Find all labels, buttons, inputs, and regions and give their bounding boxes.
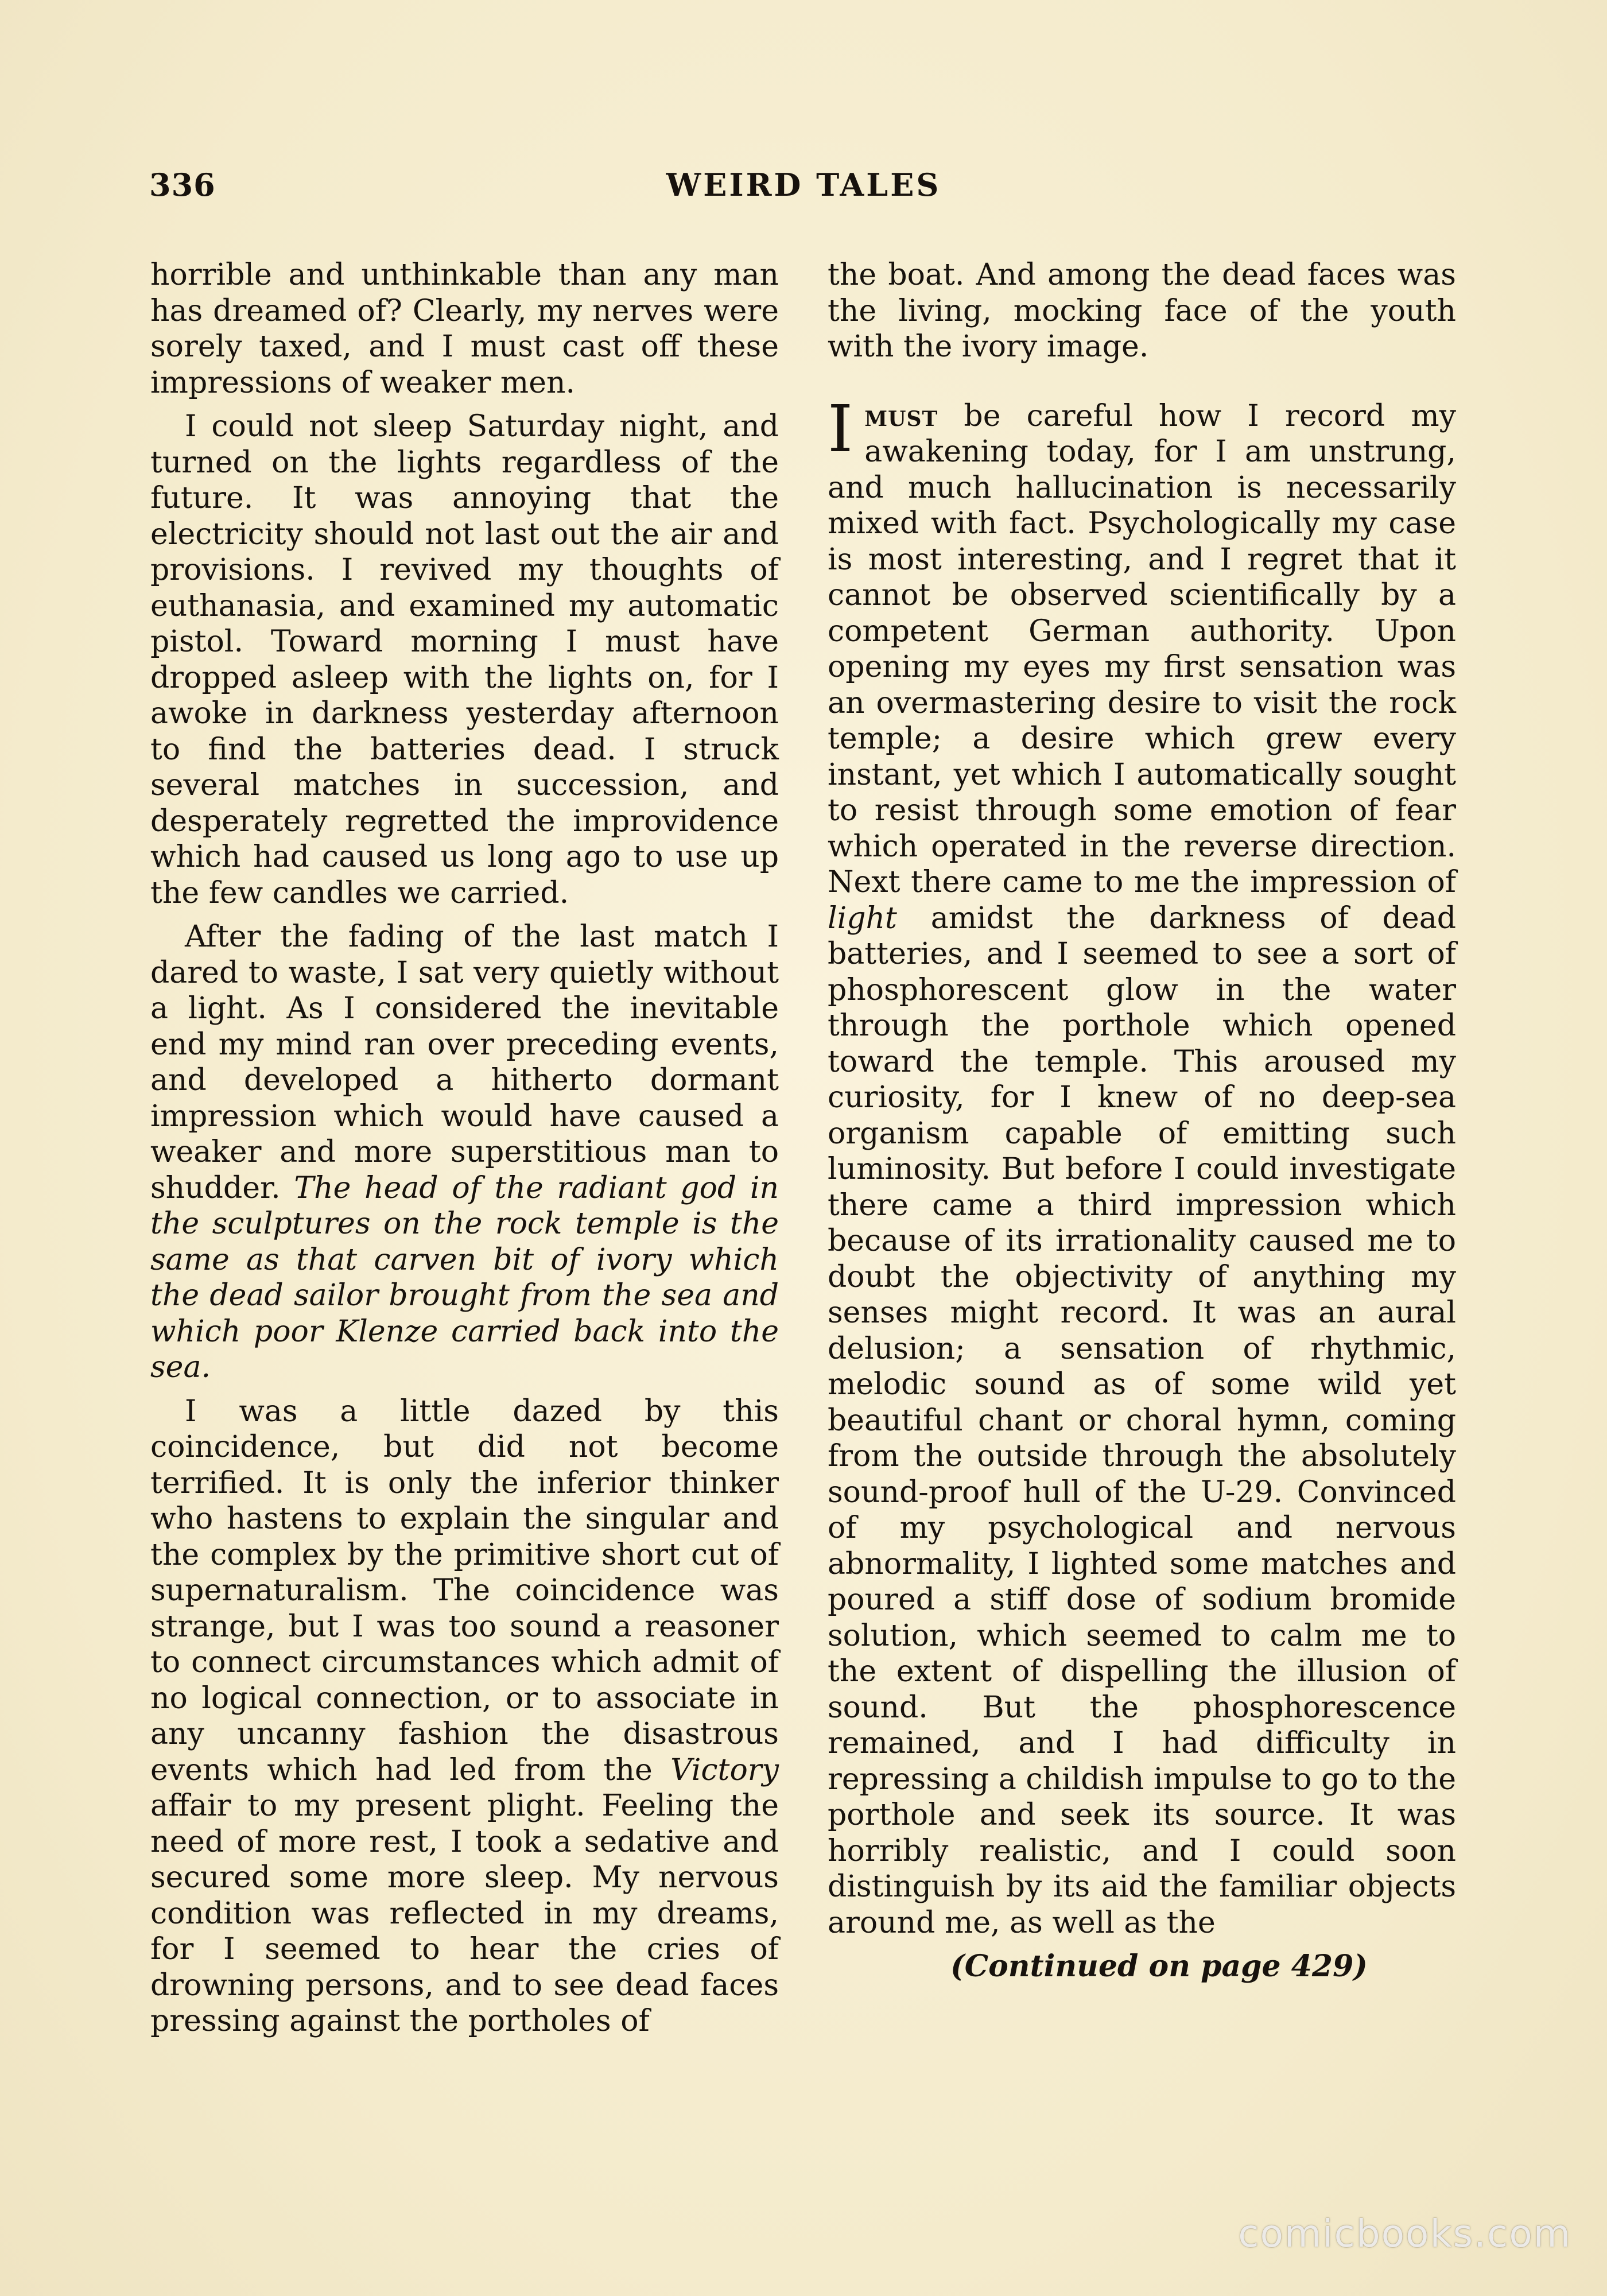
section-opening-paragraph	[828, 391, 1456, 1941]
paragraph-text: amidst the darkness of dead batteries, and I seemed to see a sort of phosphorescent glow in the water through the porthole which opened toward the temple. This aroused my curiosity, for I knew of no deep-sea organism capable of emitting such luminosity. But before I could investigate there came a third impression which because of its irrationality caused me to doubt the objectivity of anything my senses might record. It was an aural delusion; a sensation of rhythmic, melodic sound as of some wild yet beautiful chant or choral hymn, coming from the outside through the absolutely sound-proof hull of the U-29. Convinced of my psychological and nervous abnormality, I lighted some matches and poured a stiff dose of sodium bromide solution, which seemed to calm me to the extent of dispelling the illusion of sound. But the phosphorescence remained, and I had difficulty in repressing a childish impulse to go to the porthole and seek its source. It was horribly realistic, and I could soon distinguish by its aid the familiar objects around me, as well as the	[828, 901, 1456, 1940]
paragraph-text: After the fading of the last match I dared to waste, I sat very quietly without a light. As I considered the inevitable end my mind ran over preceding events, and developed a hitherto dormant impression which would have caused a weaker and more superstitious man to shudder.	[150, 920, 779, 1205]
paragraph-text: affair to my present plight. Feeling the need of more rest, I took a sedative and secured some more sleep. My nervous condition was reflected in my dreams, for I seemed to hear the cries of drowning persons, and to see dead faces pressing against the portholes of	[150, 1789, 779, 2038]
continued-notice: (Continued on page 429)	[950, 1949, 1368, 1984]
paragraph	[150, 1394, 779, 2039]
page-header	[149, 166, 1458, 212]
paragraph-text: I was a little dazed by this coincidence, but did not become terrified. It is only the inferior thinker who hastens to explain the singular and the complex by the primitive short cut of supernaturalism. The coincidence was strange, but I was too sound a reasoner to connect circumstances which admit of no logical connection, or to associate in any uncanny fashion the disastrous events which had led from the	[150, 1394, 779, 1787]
italic-passage: The head of the radiant god in the sculptures on the rock temple is the same as that carven bit of ivory which the dead sailor brought from the sea and which poor Klenze carried back into the sea.	[150, 1170, 779, 1384]
paragraph	[150, 919, 779, 1386]
paragraph: the boat. And among the dead faces was the living, mocking face of the youth with the ivory image.	[828, 258, 1456, 364]
running-title: WEIRD TALES	[666, 166, 941, 203]
site-watermark: comicbooks.com	[1238, 2212, 1571, 2256]
right-column	[828, 257, 1456, 1985]
italic-word: Victory	[670, 1752, 779, 1787]
paragraph: horrible and unthinkable than any man has dreamed of? Clearly, my nerves were sorely taxed, and I must cast off these impressions of weaker men.	[150, 258, 779, 400]
paragraph: I could not sleep Saturday night, and turned on the lights regardless of the future. It was annoying that the electricity should not last out the air and provisions. I revived my thoughts of euthanasia, and examined my automatic pistol. Toward morning I must have dropped asleep with the lights on, for I awoke in darkness yesterday afternoon to find the batteries dead. I struck several matches in succession, and desperately regretted the improvidence which had caused us long ago to use up the few candles we carried.	[150, 409, 779, 910]
left-column	[150, 257, 779, 2039]
paragraph-text: be careful how I record my awakening today, for I am unstrung, and much hallucination is necessarily mixed with fact. Psychologically my case is most interesting, and I regret that it cannot be observed scientifically by a competent German authority. Upon opening my eyes my first sensation was an overmastering desire to visit the rock temple; a desire which grew every instant, yet which I automatically sought to resist through some emotion of fear which operated in the reverse direction. Next there came to me the impression of	[828, 398, 1456, 899]
drop-cap: I	[828, 391, 853, 467]
page-number: 336	[149, 166, 216, 203]
small-caps-lead: must	[864, 398, 938, 433]
italic-word: light	[828, 901, 897, 936]
